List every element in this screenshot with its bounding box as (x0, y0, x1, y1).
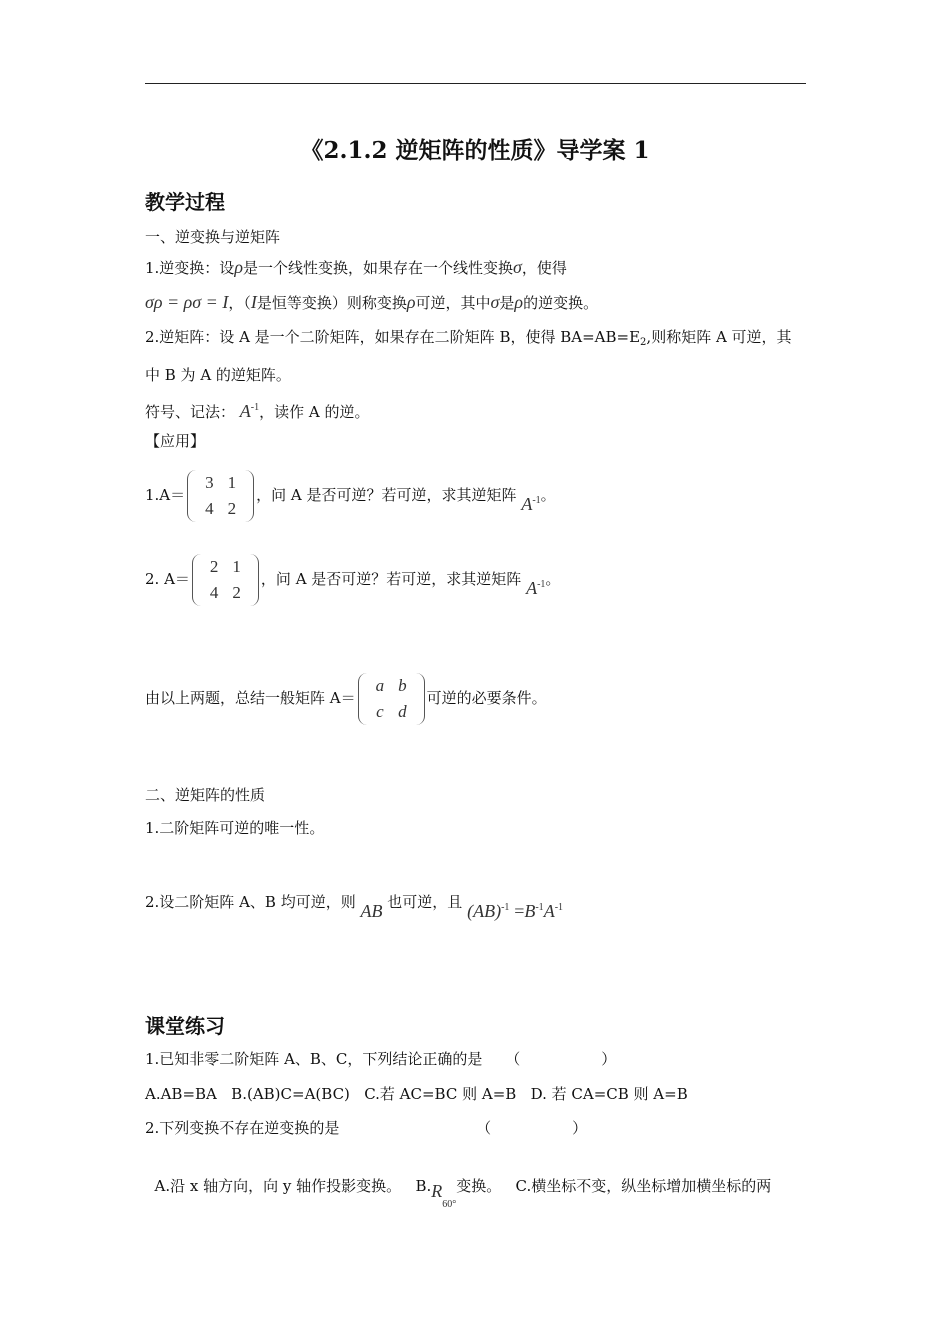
answer-blank: （ ） (476, 1119, 588, 1137)
application-heading: 【应用】 (145, 432, 206, 450)
text: ，（ (228, 294, 251, 312)
text: 是恒等变换）则称变换 (256, 294, 407, 312)
identity-symbol: I (250, 292, 257, 312)
definition-inverse-matrix-line1 (145, 327, 792, 353)
text: ，问 A 是否可逆？若可逆，求其逆矩阵 (260, 570, 522, 588)
summary-general-matrix (145, 673, 547, 725)
subheading-properties: 二、逆矩阵的性质 (145, 786, 266, 804)
sigma-symbol: σ (512, 257, 522, 277)
section-heading-exercise: 课堂练习 (145, 1014, 225, 1038)
inverse-superscript: -1 (250, 402, 260, 413)
rho-symbol: ρ (234, 257, 243, 277)
matrix-cell: 2 (227, 499, 237, 518)
text: 可逆的必要条件。 (426, 689, 547, 707)
property-uniqueness: 1.二阶矩阵可逆的唯一性。 (145, 819, 325, 837)
exercise-2-options (145, 1155, 771, 1209)
matrix-q1 (187, 470, 254, 522)
rho-symbol: ρ (514, 292, 524, 312)
text: ，问 A 是否可逆？若可逆，求其逆矩阵 (256, 486, 517, 504)
text: 1.已知非零二阶矩阵 A、B、C，下列结论正确的是 (145, 1050, 483, 1068)
A-symbol: A (543, 901, 555, 921)
matrix-cell: c (376, 702, 384, 721)
matrix-cell: 4 (209, 583, 219, 602)
text: 符号、记法： (145, 403, 236, 421)
section-heading-teaching: 教学过程 (145, 190, 225, 214)
text: 1.A＝ (145, 486, 186, 504)
matrix-cell: 2 (232, 583, 241, 602)
definition-inverse-transform-line2 (145, 292, 598, 313)
product-inverse-equation (467, 903, 563, 921)
matrix-cell: a (375, 676, 385, 695)
text: ，读作 A 的逆。 (259, 403, 370, 421)
text: 变换。 C.横坐标不变，纵坐标增加横坐标的两 (456, 1177, 772, 1195)
matrix-cell: 1 (232, 557, 241, 576)
matrix-cell: 4 (205, 499, 214, 518)
text: 。 (540, 486, 556, 504)
text: ，使得 (521, 259, 567, 277)
matrix-symbol: A (239, 401, 251, 421)
exercise-1-options: A.AB=BA B.(AB)C=A(BC) C.若 AC=BC 则 A=B D. 若 CA=CB 则 A=B (145, 1085, 688, 1103)
text: A.沿 x 轴方向，向 y 轴作投影变换。 B. (154, 1177, 432, 1195)
subscript: 2 (640, 337, 647, 348)
page-title: 《2.1.2 逆矩阵的性质》导学案 1 (300, 137, 650, 164)
exercise-2 (145, 1118, 587, 1138)
matrix-cell: 3 (205, 473, 214, 492)
rotation-symbol: R (431, 1181, 443, 1201)
answer-blank: （ ） (505, 1050, 617, 1068)
inverse-superscript: -1 (532, 495, 541, 506)
text: ,则称矩阵 A 可逆，其 (646, 328, 792, 346)
matrix-general (358, 673, 425, 725)
inverse-superscript: -1 (554, 902, 564, 913)
text: 可逆，其中 (415, 294, 491, 312)
lhs: (AB) (467, 901, 502, 921)
text: 2.下列变换不存在逆变换的是 (145, 1119, 340, 1137)
matrix-q2 (192, 554, 259, 606)
inverse-superscript: -1 (501, 902, 510, 913)
AB-symbol: AB (360, 901, 383, 921)
text: 是 (499, 294, 515, 312)
text: 的逆变换。 (523, 294, 599, 312)
definition-inverse-matrix-line2: 中 B 为 A 的逆矩阵。 (145, 366, 291, 384)
header-rule (145, 83, 806, 84)
text: 1.逆变换：设 (145, 259, 235, 277)
text: 是一个线性变换，如果存在一个线性变换 (242, 259, 513, 277)
inverse-superscript: -1 (537, 579, 546, 590)
subheading-inverse-transform: 一、逆变换与逆矩阵 (145, 228, 281, 246)
text: 也可逆，且 (387, 893, 463, 911)
text: 2. A＝ (145, 570, 190, 588)
matrix-cell: b (398, 676, 407, 695)
matrix-cell: 1 (227, 473, 237, 492)
matrix-cell: 2 (209, 557, 219, 576)
inverse-superscript: -1 (535, 902, 544, 913)
question-1 (145, 470, 556, 522)
text: 2.设二阶矩阵 A、B 均可逆，则 (145, 893, 356, 911)
text: 2.逆矩阵：设 A 是一个二阶矩阵，如果存在二阶矩阵 B，使得 BA=AB=E (145, 328, 641, 346)
sigma-symbol: σ (490, 292, 500, 312)
definition-inverse-transform-line1 (145, 257, 567, 278)
exercise-1 (145, 1049, 616, 1069)
notation-line (145, 398, 370, 422)
matrix-symbol: A (521, 494, 533, 514)
matrix-cell: d (398, 702, 407, 721)
text: 。 (545, 570, 561, 588)
matrix-symbol: A (526, 578, 538, 598)
equals: = (514, 901, 525, 921)
text: 由以上两题，总结一般矩阵 A＝ (145, 689, 356, 707)
rotation-angle: 60° (442, 1199, 457, 1210)
B-symbol: B (524, 901, 536, 921)
question-2 (145, 554, 560, 606)
rho-symbol: ρ (406, 292, 416, 312)
inverse-equation: σρ = ρσ = I (145, 292, 229, 312)
property-product-inverse (145, 888, 564, 921)
